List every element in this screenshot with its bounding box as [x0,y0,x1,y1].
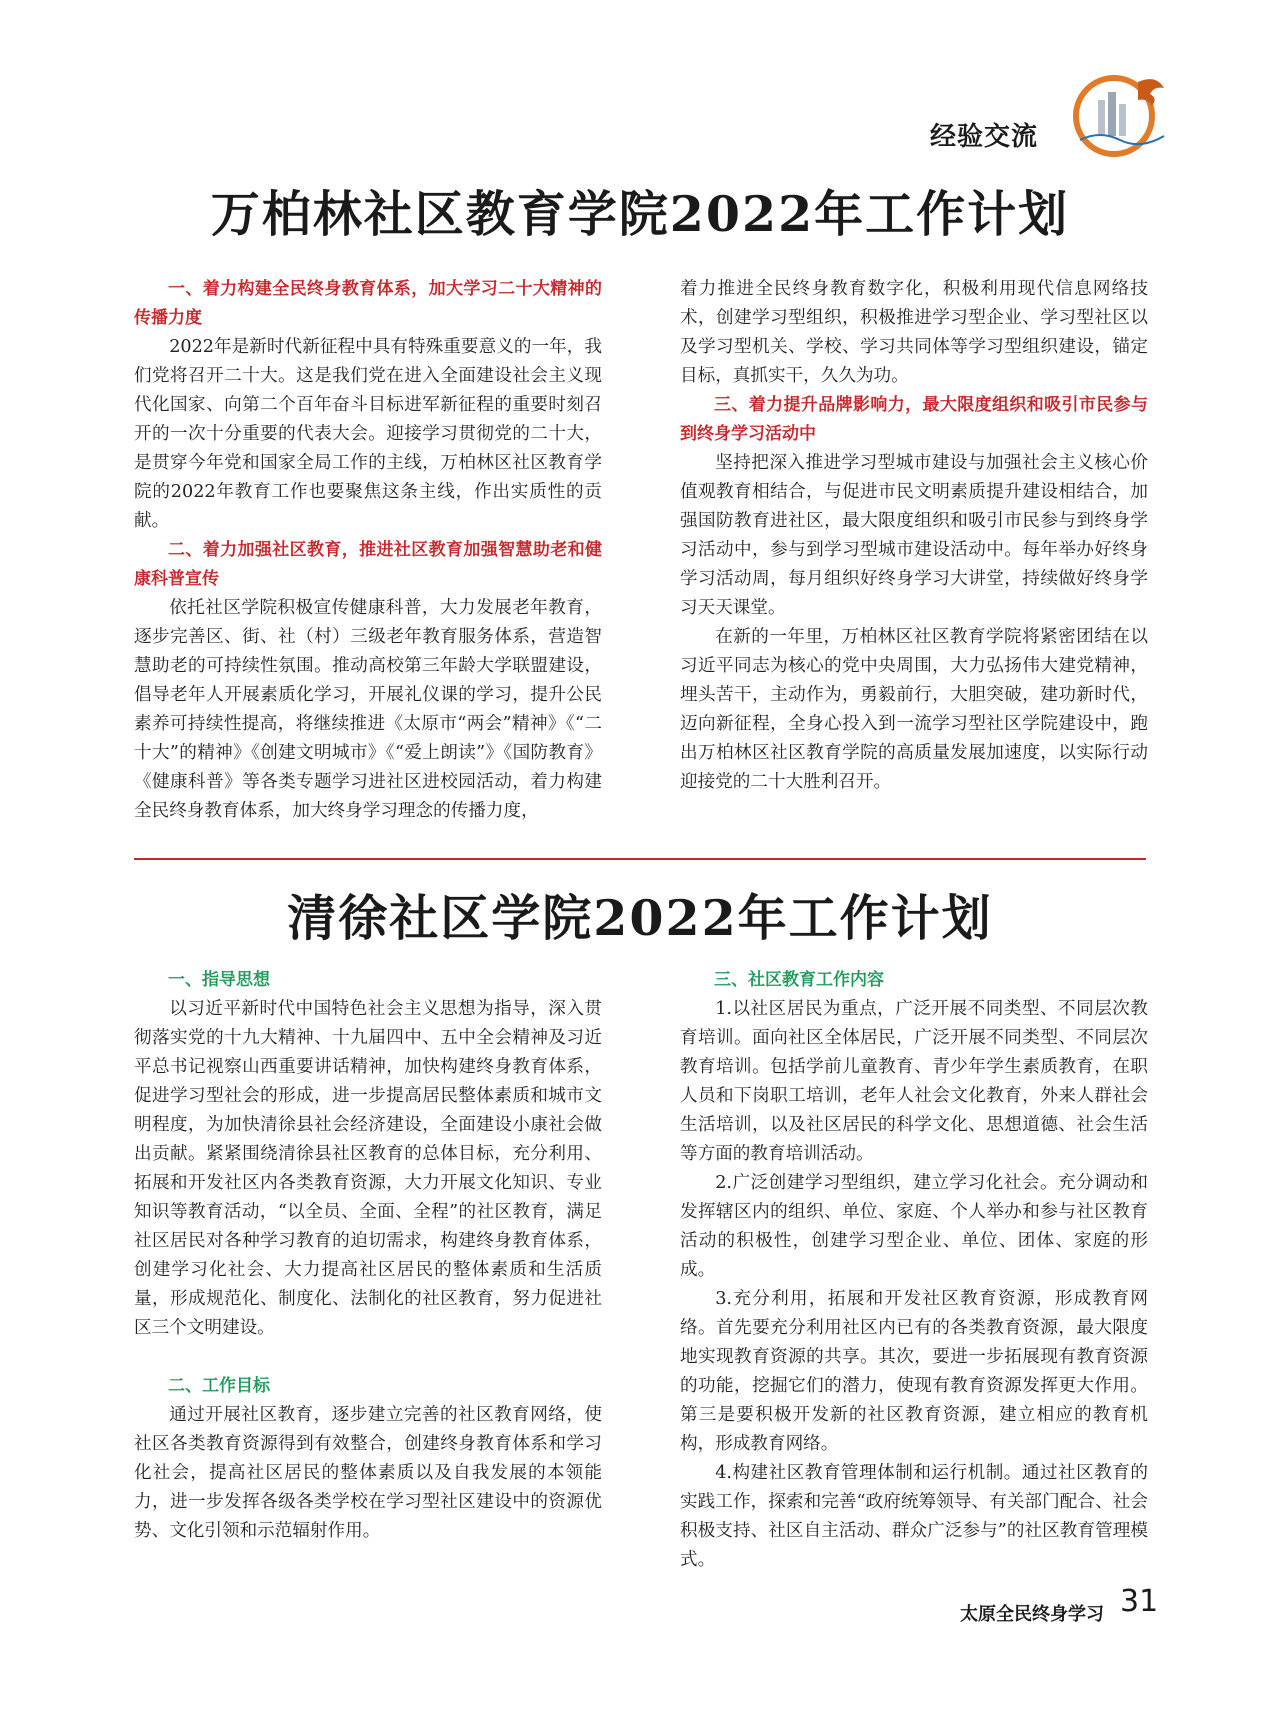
article-1-paragraph-1: 2022年是新时代新征程中具有特殊重要意义的一年，我们党将召开二十大。这是我们党在进入全面建设社会主义现代化国家、向第二个百年奋斗目标进军新征程的重要时刻召开的一次十分重要的代表大会。迎接学习贯彻党的二十大，是贯穿今年党和国家全局工作的主线，万柏林区社区教育学院的2022年教育工作也要聚焦这条主线，作出实质性的贡献。 [134,337,602,531]
article-2-paragraph-6: 4.构建社区教育管理体制和运行机制。通过社区教育的实践工作，探索和完善“政府统筹领导、有关部门配合、社会积极支持、社区自主活动、群众广泛参与”的社区教育管理模式。 [680,1463,1148,1570]
article-1-paragraph-5: 在新的一年里，万柏林区社区教育学院将紧密团结在以习近平同志为核心的党中央周围，大力弘扬伟大建党精神，埋头苦干，主动作为，勇毅前行，大胆突破，建功新时代，迈向新征程，全身心投入到一流学习型社区学院建设中，跑出万柏林区社区教育学院的高质量发展加速度，以实际行动迎接党的二十大胜利召开。 [680,627,1148,792]
article-1-paragraph-2: 依托社区学院积极宣传健康科普，大力发展老年教育，逐步完善区、街、社（村）三级老年教育服务体系，营造智慧助老的可持续性氛围。推动高校第三年龄大学联盟建设，倡导老年人开展素质化学习，开展礼仪课的学习，提升公民素养可持续性提高，将继续推进《太原市“两会”精神》《“二十大”的精神》《创建文明城市》《“爱上朗读”》《国防教育》《健康科普》等各类专题学习进社区进校园活动，着力构建全民终身教育体系，加大终身学习理念的传播力度， [134,598,602,821]
article-1-paragraph-3: 着力推进全民终身教育数字化，积极利用现代信息网络技术，创建学习型组织，积极推进学习型企业、学习型社区以及学习型机关、学校、学习共同体等学习型组织建设，锚定目标，真抓实干，久久为功。 [680,279,1148,386]
article-2-heading-3: 三、社区教育工作内容 [714,970,884,990]
publication-name: 太原全民终身学习 [960,1604,1104,1625]
article-1-heading-1: 一、着力构建全民终身教育体系，加大学习二十大精神的传播力度 [134,279,602,328]
article-2-paragraph-2: 通过开展社区教育，逐步建立完善的社区教育网络，使社区各类教育资源得到有效整合，创建终身教育体系和学习化社会，提高社区居民的整体素质以及自我发展的本领能力，进一步发挥各级各类学校在学习型社区建设中的资源优势、文化引领和示范辐射作用。 [134,1405,602,1541]
section-divider [134,858,1146,860]
article-2-column-left [134,966,602,1566]
page-number: 31 [1120,1584,1159,1619]
article-1-heading-2: 二、着力加强社区教育，推进社区教育加强智慧助老和健康科普宣传 [134,540,602,589]
article-2-column-right [680,966,1148,1570]
article-1-column-right [680,275,1148,805]
article-1-title: 万柏林社区教育学院2022年工作计划 [210,185,1070,243]
article-2-heading-2: 二、工作目标 [168,1376,270,1396]
article-2-paragraph-5: 3.充分利用，拓展和开发社区教育资源，形成教育网络。首先要充分利用社区内已有的各类教育资源，最大限度地实现教育资源的共享。其次，要进一步拓展现有教育资源的功能，挖掘它们的潜力，使现有教育资源发挥更大作用。第三是要积极开发新的社区教育资源，建立相应的教育机构，形成教育网络。 [680,1289,1148,1454]
article-2-heading-1: 一、指导思想 [168,970,270,990]
journal-logo-icon [1068,70,1174,158]
article-2-paragraph-1: 以习近平新时代中国特色社会主义思想为指导，深入贯彻落实党的十九大精神、十九届四中、五中全会精神及习近平总书记视察山西重要讲话精神，加快构建终身教育体系，促进学习型社会的形成，进一步提高居民整体素质和城市文明程度，为加快清徐县社会经济建设，全面建设小康社会做出贡献。紧紧围绕清徐县社区教育的总体目标，充分利用、拓展和开发社区内各类教育资源，大力开展文化知识、专业知识等教育活动，“以全员、全面、全程”的社区教育，满足社区居民对各种学习教育的迫切需求，构建终身教育体系，创建学习化社会、大力提高社区居民的整体素质和生活质量，形成规范化、制度化、法制化的社区教育，努力促进社区三个文明建设。 [134,999,602,1338]
article-2-paragraph-3: 1.以社区居民为重点，广泛开展不同类型、不同层次教育培训。面向社区全体居民，广泛开展不同类型、不同层次教育培训。包括学前儿童教育、青少年学生素质教育，在职人员和下岗职工培训，老年人社会文化教育，外来人群社会生活培训，以及社区居民的科学文化、思想道德、社会生活等方面的教育培训活动。 [680,999,1148,1164]
section-label: 经验交流 [930,122,1039,152]
article-2-paragraph-4: 2.广泛创建学习型组织，建立学习化社会。充分调动和发挥辖区内的组织、单位、家庭、个人举办和参与社区教育活动的积极性，创建学习型企业、单位、团体、家庭的形成。 [680,1173,1148,1280]
article-2-title: 清徐社区学院2022年工作计划 [287,889,993,947]
article-1-heading-3: 三、着力提升品牌影响力，最大限度组织和吸引市民参与到终身学习活动中 [680,395,1148,444]
article-1-paragraph-4: 坚持把深入推进学习型城市建设与加强社会主义核心价值观教育相结合，与促进市民文明素质提升建设相结合，加强国防教育进社区，最大限度组织和吸引市民参与到终身学习活动中，参与到学习型城市建设活动中。每年举办好终身学习活动周，每月组织好终身学习大讲堂，持续做好终身学习天天课堂。 [680,453,1148,618]
article-1-column-left [134,275,602,835]
